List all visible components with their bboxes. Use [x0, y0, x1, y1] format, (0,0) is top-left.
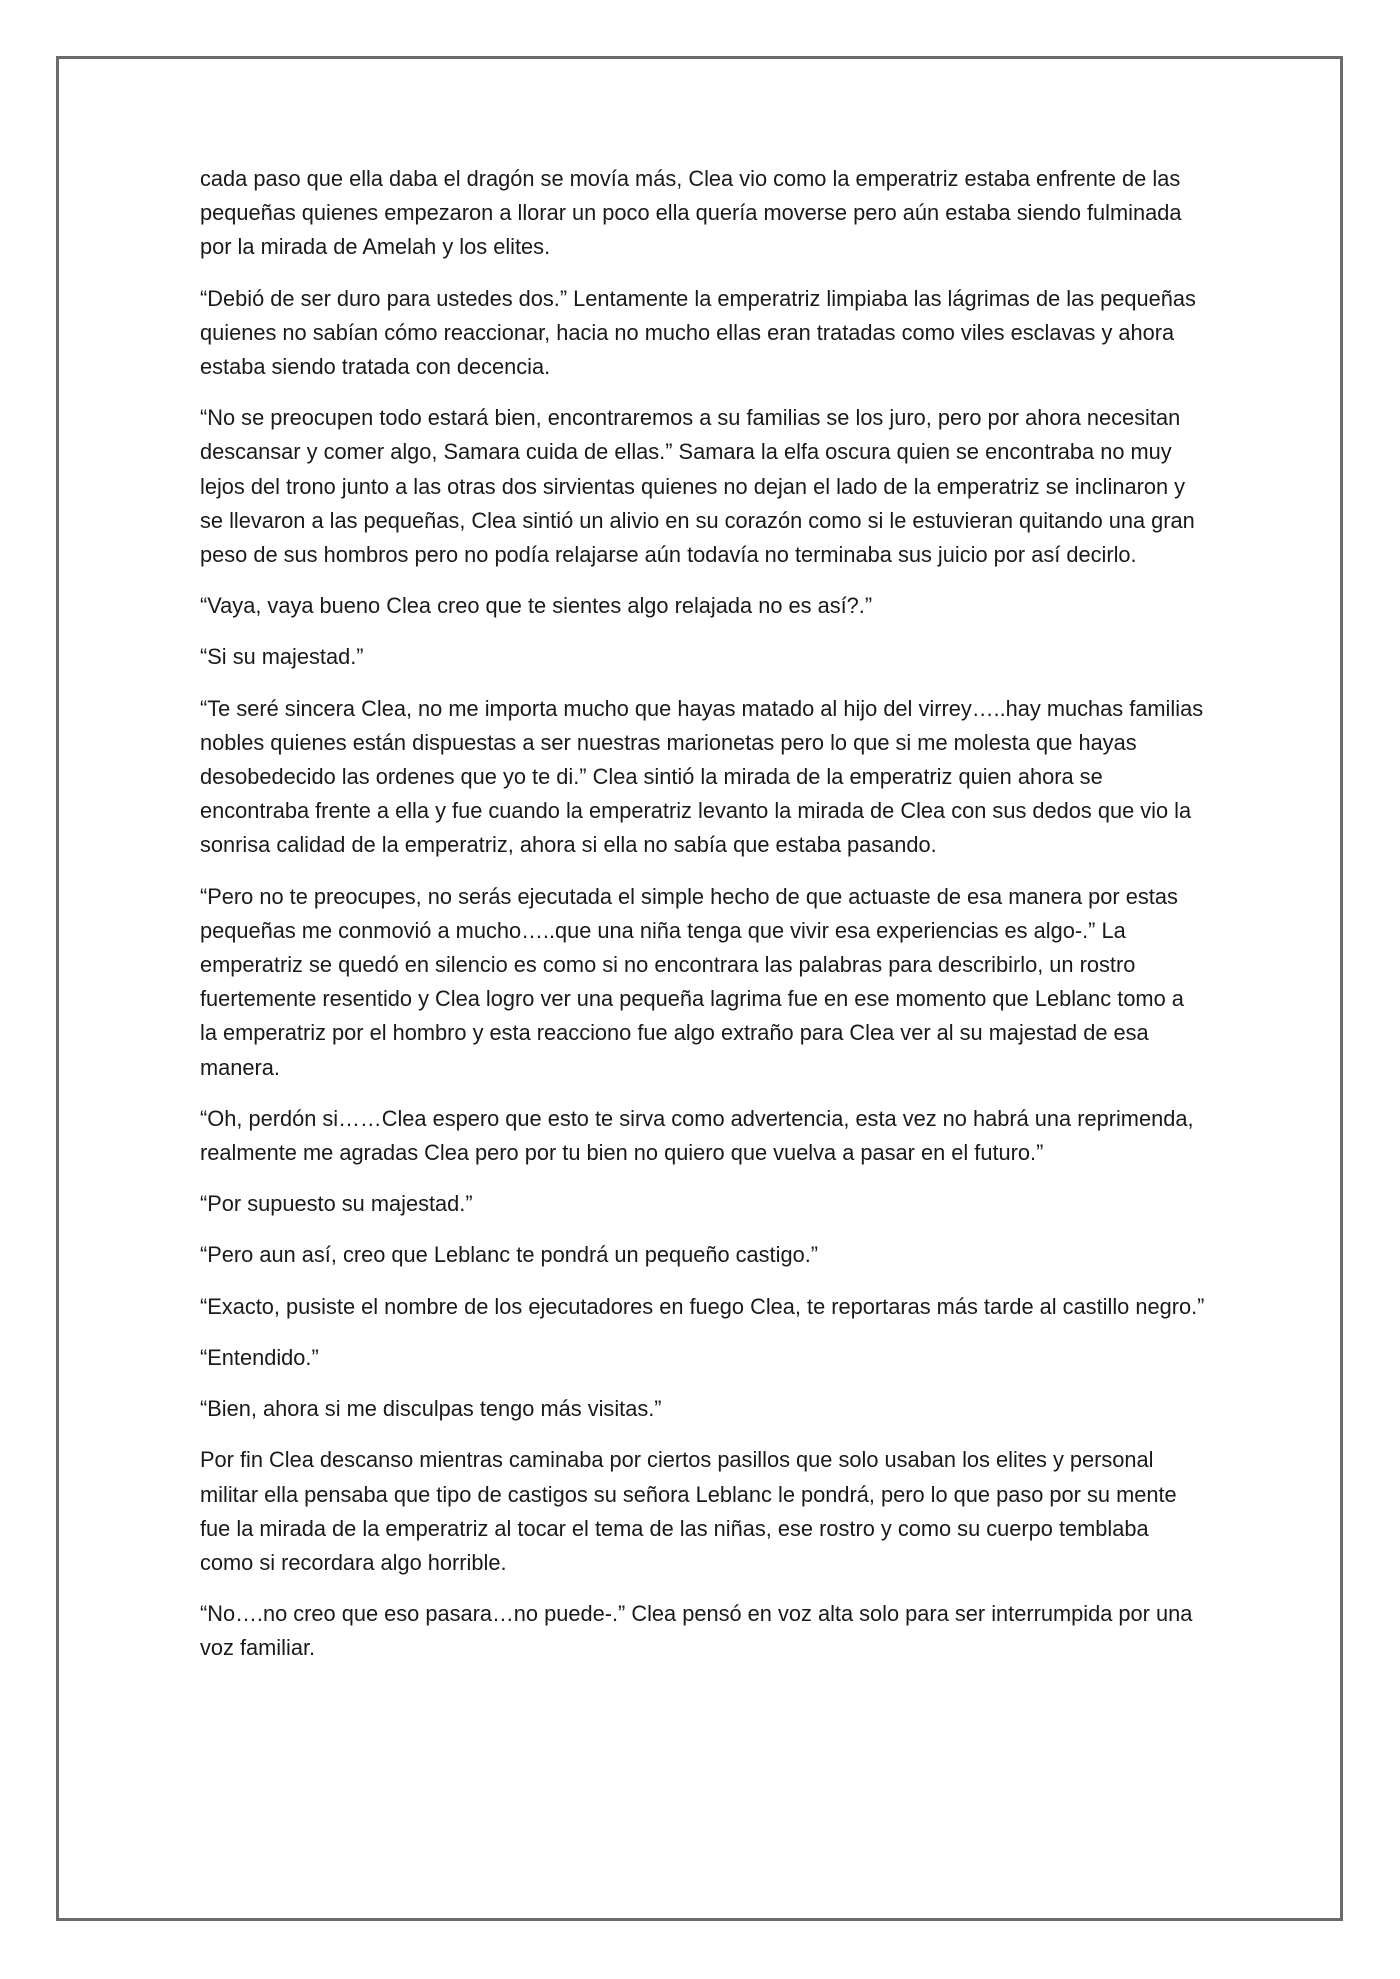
- paragraph: “Pero no te preocupes, no serás ejecutada el simple hecho de que actuaste de esa manera por estas pequeñas me conmovió a mucho…..que una niña tenga que vivir esa experiencias es algo-.” La emperatriz se quedó en silencio es como si no encontrara las palabras para describirlo, un rostro fuertemente resentido y Clea logro ver una pequeña lagrima fue en ese momento que Leblanc tomo a la emperatriz por el hombro y esta reacciono fue algo extraño para Clea ver al su majestad de esa manera.: [200, 883, 1184, 1080]
- paragraph: Por fin Clea descanso mientras caminaba por ciertos pasillos que solo usaban los elites y personal militar ella pensaba que tipo de castigos su señora Leblanc le pondrá, pero lo que paso por su mente fue la mirada de la emperatriz al tocar el tema de las niñas, ese rostro y como su cuerpo temblaba como si recordara algo horrible.: [200, 1447, 1177, 1575]
- paragraph: “Bien, ahora si me disculpas tengo más visitas.”: [200, 1396, 662, 1422]
- paragraph: “Por supuesto su majestad.”: [200, 1191, 473, 1217]
- paragraph: “Si su majestad.”: [200, 644, 364, 670]
- document-body: [200, 162, 1205, 1683]
- paragraph: “Pero aun así, creo que Leblanc te pondrá un pequeño castigo.”: [200, 1242, 819, 1268]
- paragraph: “Vaya, vaya bueno Clea creo que te sientes algo relajada no es así?.”: [200, 593, 873, 619]
- paragraph: “Debió de ser duro para ustedes dos.” Lentamente la emperatriz limpiaba las lágrimas de las pequeñas quienes no sabían cómo reaccionar, hacia no mucho ellas eran tratadas como viles esclavas y ahora estaba siendo tratada con decencia.: [200, 285, 1196, 380]
- paragraph: “Exacto, pusiste el nombre de los ejecutadores en fuego Clea, te reportaras más tarde al castillo negro.”: [200, 1293, 1205, 1319]
- paragraph: “No….no creo que eso pasara…no puede-.” Clea pensó en voz alta solo para ser interrumpida por una voz familiar.: [200, 1601, 1193, 1661]
- paragraph: cada paso que ella daba el dragón se movía más, Clea vio como la emperatriz estaba enfrente de las pequeñas quienes empezaron a llorar un poco ella quería moverse pero aún estaba siendo fulminada por la mirada de Amelah y los elites.: [200, 166, 1182, 260]
- paragraph: “No se preocupen todo estará bien, encontraremos a su familias se los juro, pero por ahora necesitan descansar y comer algo, Samara cuida de ellas.” Samara la elfa oscura quien se encontraba no muy lejos del trono junto a las otras dos sirvientas quienes no dejan el lado de la emperatriz se inclinaron y se llevaron a las pequeñas, Clea sintió un alivio en su corazón como si le estuvieran quitando una gran peso de sus hombros pero no podía relajarse aún todavía no terminaba sus juicio por así decirlo.: [200, 405, 1195, 568]
- paragraph: “Te seré sincera Clea, no me importa mucho que hayas matado al hijo del virrey…..hay muchas familias nobles quienes están dispuestas a ser nuestras marionetas pero lo que si me molesta que hayas desobedecido las ordenes que yo te di.” Clea sintió la mirada de la emperatriz quien ahora se encontraba frente a ella y fue cuando la emperatriz levanto la mirada de Clea con sus dedos que vio la sonrisa calidad de la emperatriz, ahora si ella no sabía que estaba pasando.: [200, 695, 1204, 858]
- paragraph: “Entendido.”: [200, 1344, 319, 1370]
- paragraph: “Oh, perdón si……Clea espero que esto te sirva como advertencia, esta vez no habrá una reprimenda, realmente me agradas Clea pero por tu bien no quiero que vuelva a pasar en el futuro.”: [200, 1105, 1194, 1166]
